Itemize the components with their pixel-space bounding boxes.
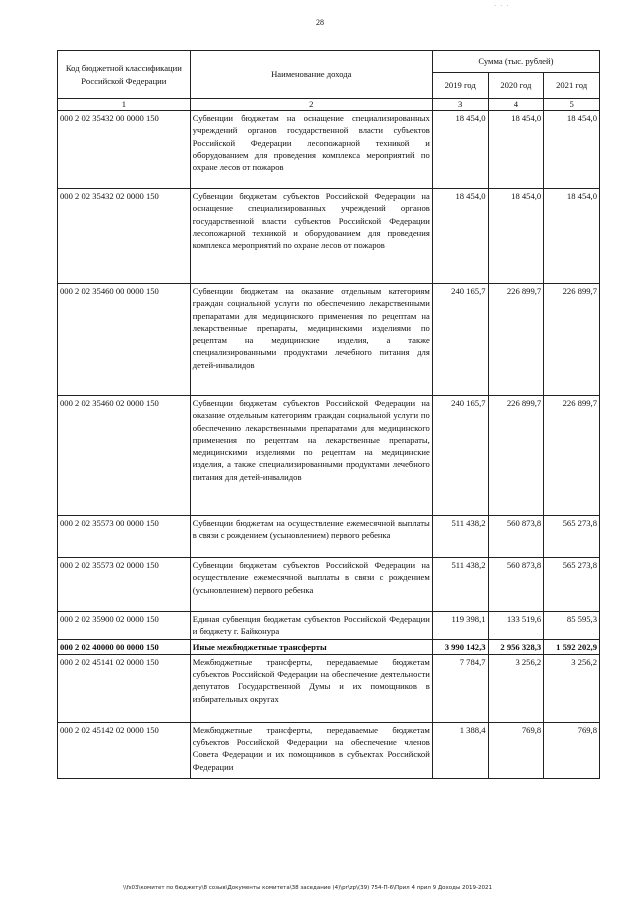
row-name: Единая субвенция бюджетам субъектов Российской Федерации и бюджету г. Байконура: [190, 612, 432, 640]
header-code: Код бюджетной классификации Российской Федерации: [58, 51, 191, 99]
row-code: 000 2 02 35460 00 0000 150: [58, 284, 191, 396]
header-year-2019: 2019 год: [432, 73, 488, 99]
row-name: Субвенции бюджетам на осуществление ежемесячной выплаты в связи с рождением (усыновлением) первого ребенка: [190, 516, 432, 558]
row-value-2020: 560 873,8: [488, 558, 544, 612]
row-value-2019: 1 388,4: [432, 722, 488, 778]
row-value-2020: 226 899,7: [488, 284, 544, 396]
table-row: [58, 396, 600, 516]
budget-revenue-table: [57, 50, 600, 779]
row-code: 000 2 02 45142 02 0000 150: [58, 722, 191, 778]
column-index: 1: [58, 99, 191, 111]
column-index: 4: [488, 99, 544, 111]
row-value-2020: 133 519,6: [488, 612, 544, 640]
page-number: 28: [316, 18, 324, 27]
row-name: Субвенции бюджетам субъектов Российской Федерации на оснащение специализированных учреждений органов государственной власти субъектов Российской Федерации лесопожарной техникой и оборудованием для проведения комплекса мероприятий по охране лесов от пожаров: [190, 189, 432, 284]
row-code: 000 2 02 35573 02 0000 150: [58, 558, 191, 612]
row-value-2019: 7 784,7: [432, 654, 488, 722]
table-row: [58, 284, 600, 396]
footer-file-path: \\fs03\комитет по бюджету\8 созыв\Документы комитета\38 заседание (4)\pr\zp\(39) 754-П-6\Прил 4 прил 9 Доходы 2019-2021: [123, 885, 493, 891]
row-value-2019: 3 990 142,3: [432, 639, 488, 654]
row-value-2020: 769,8: [488, 722, 544, 778]
row-name: Субвенции бюджетам на оснащение специализированных учреждений органов государственной власти субъектов Российской Федерации лесопожарной техникой и оборудованием для проведения комплекса мероприятий по охране лесов от пожаров: [190, 111, 432, 189]
table-row: [58, 111, 600, 189]
row-value-2019: 18 454,0: [432, 189, 488, 284]
row-value-2021: 226 899,7: [544, 396, 600, 516]
row-value-2019: 240 165,7: [432, 396, 488, 516]
row-value-2021: 18 454,0: [544, 189, 600, 284]
corner-mark: · · ·: [494, 2, 510, 10]
row-code: 000 2 02 35460 02 0000 150: [58, 396, 191, 516]
row-value-2021: 565 273,8: [544, 558, 600, 612]
header-sum: Сумма (тыс. рублей): [432, 51, 599, 73]
table-row: [58, 189, 600, 284]
row-name: Межбюджетные трансферты, передаваемые бюджетам субъектов Российской Федерации на обеспечение членов Совета Федерации и их помощников в субъектах Российской Федерации: [190, 722, 432, 778]
column-index: 5: [544, 99, 600, 111]
row-value-2019: 240 165,7: [432, 284, 488, 396]
column-index-row: [58, 99, 600, 111]
row-value-2021: 226 899,7: [544, 284, 600, 396]
table-body: [58, 111, 600, 779]
row-value-2019: 18 454,0: [432, 111, 488, 189]
row-code: 000 2 02 35900 02 0000 150: [58, 612, 191, 640]
header-name: Наименование дохода: [190, 51, 432, 99]
row-name: Межбюджетные трансферты, передаваемые бюджетам субъектов Российской Федерации на обеспечение деятельности депутатов Государственной Думы и их помощников в избирательных округах: [190, 654, 432, 722]
row-code: 000 2 02 35432 02 0000 150: [58, 189, 191, 284]
header-year-2021: 2021 год: [544, 73, 600, 99]
row-value-2019: 511 438,2: [432, 558, 488, 612]
row-code: 000 2 02 40000 00 0000 150: [58, 639, 191, 654]
row-value-2021: 1 592 202,9: [544, 639, 600, 654]
header-year-2020: 2020 год: [488, 73, 544, 99]
row-name: Субвенции бюджетам на оказание отдельным категориям граждан социальной услуги по обеспечению лекарственными препаратами для медицинского применения по рецептам на лекарственные препараты, медицинскими изделиями по рецептам на медицинские изделия, а также специализированными продуктами лечебного питания для детей-инвалидов: [190, 284, 432, 396]
table-row: [58, 722, 600, 778]
table-row-total: [58, 639, 600, 654]
row-value-2021: 3 256,2: [544, 654, 600, 722]
row-value-2019: 511 438,2: [432, 516, 488, 558]
column-index: 2: [190, 99, 432, 111]
row-value-2020: 226 899,7: [488, 396, 544, 516]
row-value-2020: 2 956 328,3: [488, 639, 544, 654]
column-index: 3: [432, 99, 488, 111]
row-value-2021: 565 273,8: [544, 516, 600, 558]
row-name: Субвенции бюджетам субъектов Российской Федерации на осуществление ежемесячной выплаты в связи с рождением (усыновлением) первого ребенка: [190, 558, 432, 612]
row-value-2019: 119 398,1: [432, 612, 488, 640]
table-row: [58, 516, 600, 558]
row-value-2020: 560 873,8: [488, 516, 544, 558]
row-value-2021: 18 454,0: [544, 111, 600, 189]
row-name: Субвенции бюджетам субъектов Российской Федерации на оказание отдельным категориям граждан социальной услуги по обеспечению лекарственными препаратами для медицинского применения по рецептам на лекарственные препараты, медицинскими изделиями по рецептам на медицинские изделия, а также специализированными продуктами лечебного питания для детей-инвалидов: [190, 396, 432, 516]
row-code: 000 2 02 35432 00 0000 150: [58, 111, 191, 189]
table-row: [58, 558, 600, 612]
row-value-2020: 18 454,0: [488, 111, 544, 189]
table-row: [58, 612, 600, 640]
row-code: 000 2 02 35573 00 0000 150: [58, 516, 191, 558]
row-value-2021: 85 595,3: [544, 612, 600, 640]
table-row: [58, 654, 600, 722]
row-value-2020: 18 454,0: [488, 189, 544, 284]
row-value-2021: 769,8: [544, 722, 600, 778]
row-value-2020: 3 256,2: [488, 654, 544, 722]
row-name: Иные межбюджетные трансферты: [190, 639, 432, 654]
row-code: 000 2 02 45141 02 0000 150: [58, 654, 191, 722]
table-header: [58, 51, 600, 111]
